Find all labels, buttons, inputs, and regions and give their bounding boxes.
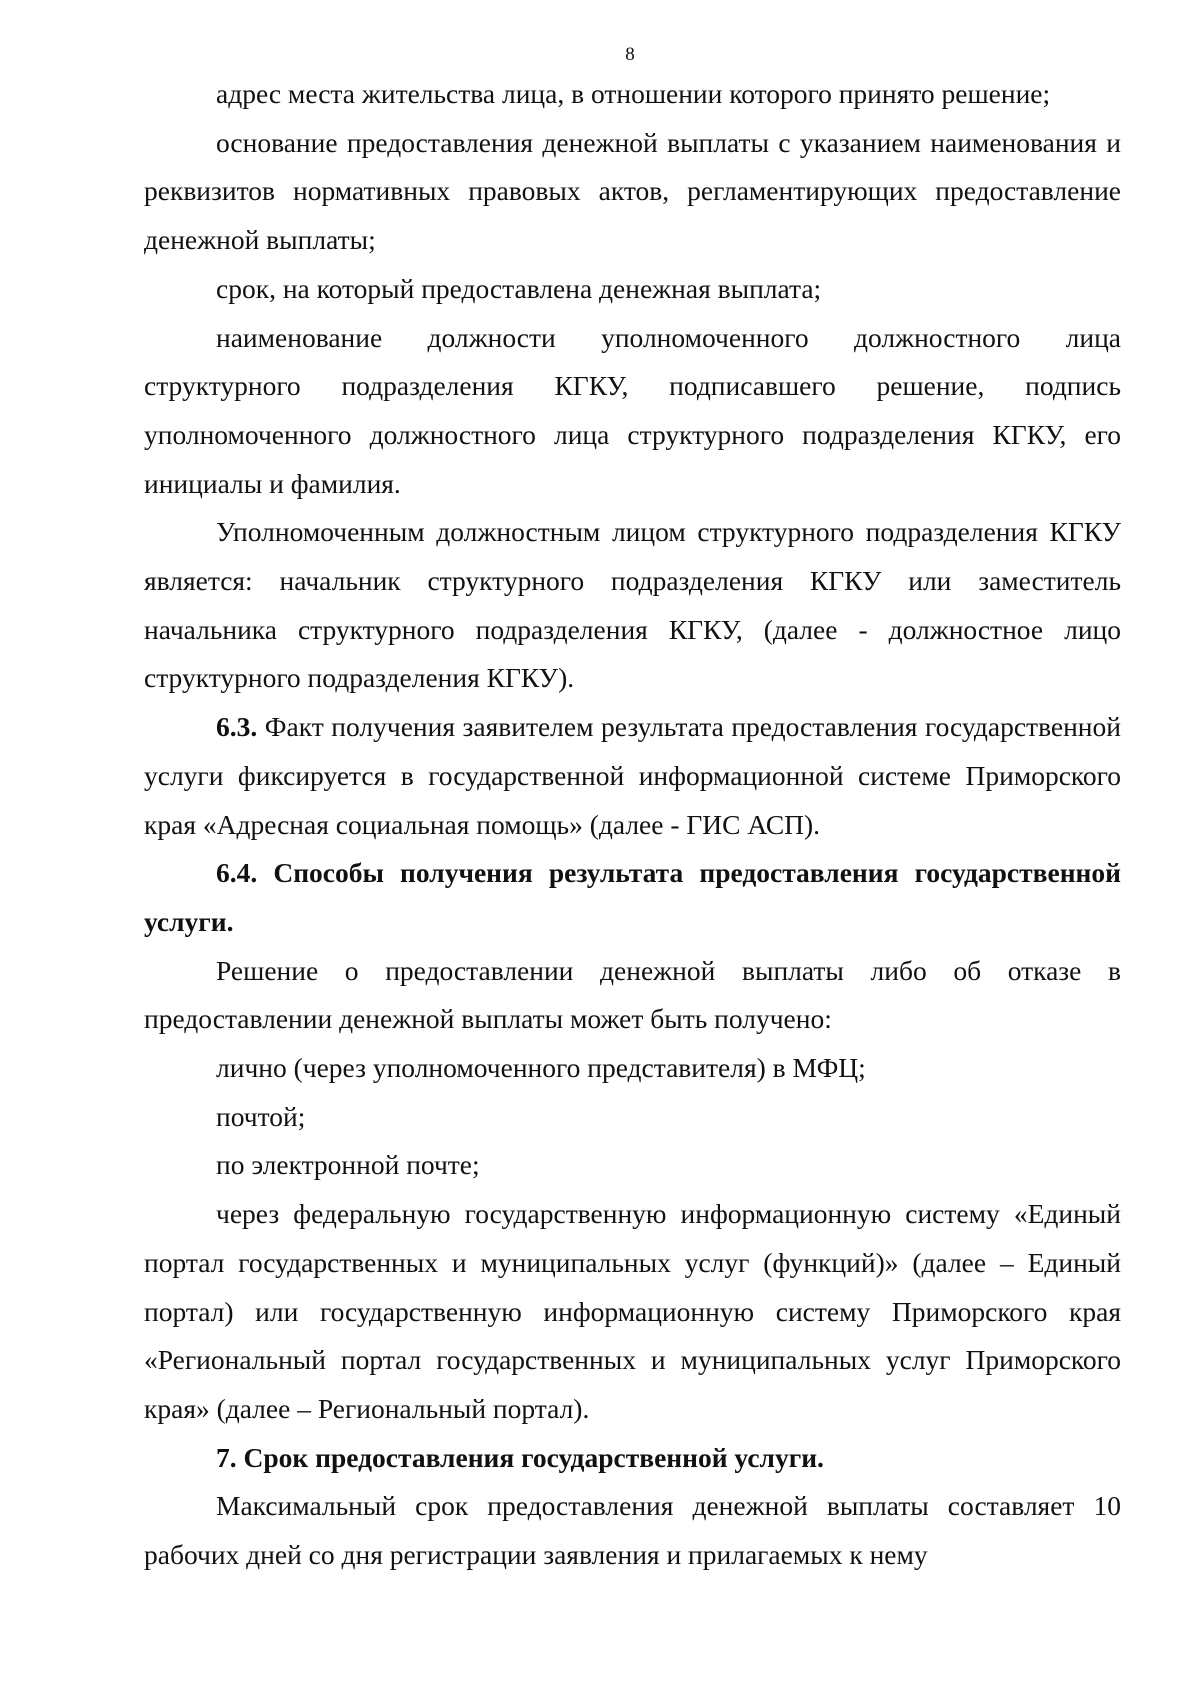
paragraph-payment-term: срок, на который предоставлена денежная выплата; <box>216 272 822 304</box>
section-7-text: Максимальный срок предоставления денежной выплаты составляет 10 рабочих дней со дня регистрации заявления и прилагаемых к нему <box>144 1490 1121 1571</box>
paragraph-authorized-official: Уполномоченным должностным лицом структурного подразделения КГКУ является: начальник структурного подразделения КГКУ или заместитель начальника структурного подразделения КГКУ, (далее - должностное лицо структурного подразделения КГКУ). <box>144 516 1121 694</box>
section-6-3-number: 6.3. <box>216 711 258 743</box>
section-6-4-heading: 6.4. Способы получения результата предоставления государственной услуги. <box>144 857 1121 937</box>
section-6-4-intro: Решение о предоставлении денежной выплаты либо об отказе в предоставлении денежной выплаты может быть получено: <box>144 954 1121 1035</box>
method-mail: почтой; <box>216 1100 306 1132</box>
method-in-person: лично (через уполномоченного представителя) в МФЦ; <box>216 1052 866 1084</box>
paragraph-residence-address: адрес места жительства лица, в отношении которого принято решение; <box>216 78 1051 109</box>
method-email: по электронной почте; <box>216 1149 480 1181</box>
page-number: 8 <box>625 44 635 65</box>
paragraph-official-position: наименование должности уполномоченного должностного лица структурного подразделения КГКУ, подписавшего решение, подпись уполномоченного должностного лица структурного подразделения КГКУ, его инициалы и фамилия. <box>144 321 1121 499</box>
document-body <box>144 70 1121 1580</box>
section-6-3 <box>144 703 1121 849</box>
paragraph-payment-basis: основание предоставления денежной выплаты с указанием наименования и реквизитов нормативных правовых актов, регламентирующих предоставление денежной выплаты; <box>144 126 1121 256</box>
method-portal: через федеральную государственную информационную систему «Единый портал государственных и муниципальных услуг (функций)» (далее – Единый портал) или государственную информационную систему Приморского края «Региональный портал государственных и муниципальных услуг Приморского края» (далее – Региональный портал). <box>144 1198 1121 1424</box>
section-6-3-text: Факт получения заявителем результата предоставления государственной услуги фиксируется в государственной информационной системе Приморского края «Адресная социальная помощь» (далее - ГИС АСП). <box>144 711 1121 840</box>
section-7-heading: 7. Срок предоставления государственной услуги. <box>216 1441 824 1473</box>
